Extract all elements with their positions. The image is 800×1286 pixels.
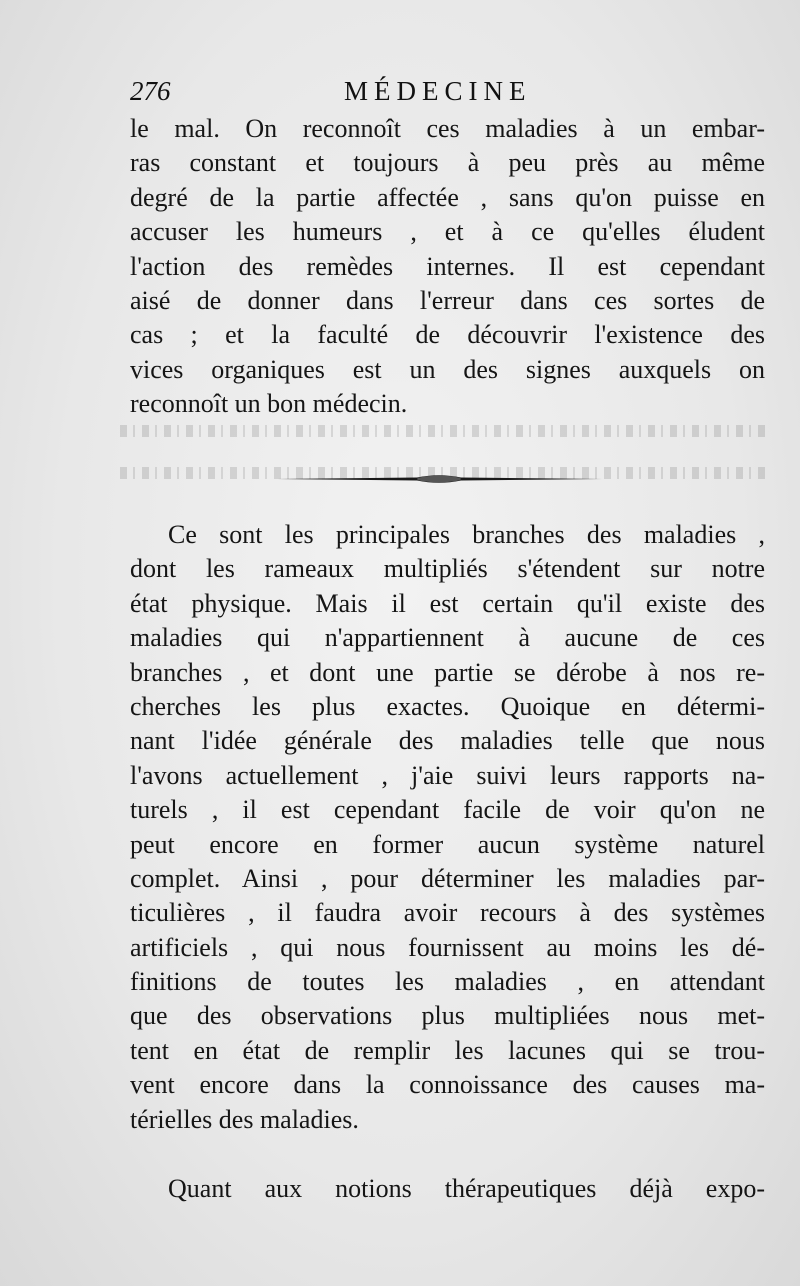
text-line: vices organiques est un des signes auxquels on (130, 354, 765, 384)
text-line: maladies qui n'appartiennent à aucune de ces (130, 623, 765, 653)
paragraph-2 (130, 518, 765, 1137)
text-line: ras constant et toujours à peu près au même (130, 148, 765, 178)
text-line: aisé de donner dans l'erreur dans ces sortes de (130, 285, 765, 315)
text-line: térielles des maladies. (130, 1104, 359, 1134)
text-line: degré de la partie affectée , sans qu'on puisse en (130, 182, 765, 212)
text-line: tent en état de remplir les lacunes qui se trou- (130, 1035, 765, 1065)
text-line: vent encore dans la connoissance des causes ma- (130, 1070, 765, 1100)
text-line: Quant aux notions thérapeutiques déjà expo- (168, 1174, 765, 1203)
text-line: dont les rameaux multipliés s'étendent sur notre (130, 554, 765, 584)
text-line: que des observations plus multipliées nous met- (130, 1001, 765, 1031)
text-line: accuser les humeurs , et à ce qu'elles éludent (130, 217, 765, 247)
text-line: branches , et dont une partie se dérobe à nos re- (130, 657, 765, 687)
text-line: ticulières , il faudra avoir recours à des systèmes (130, 898, 765, 928)
paragraph-3 (130, 1172, 765, 1206)
text-line: état physique. Mais il est certain qu'il existe des (130, 588, 765, 618)
text-line: nant l'idée générale des maladies telle que nous (130, 726, 765, 756)
page-header (130, 70, 760, 110)
section-divider-ornament (277, 472, 602, 486)
text-line: l'action des remèdes internes. Il est cependant (130, 251, 765, 281)
running-head: MÉDECINE (344, 76, 532, 106)
text-line: complet. Ainsi , pour déterminer les maladies par- (130, 863, 765, 893)
paragraph-1 (130, 112, 765, 422)
text-line: le mal. On reconnoît ces maladies à un embar- (130, 114, 765, 143)
text-line: cherches les plus exactes. Quoique en détermi- (130, 691, 765, 721)
text-line: reconnoît un bon médecin. (130, 389, 408, 419)
text-line: turels , il est cependant facile de voir qu'on ne (130, 795, 765, 825)
text-line: artificiels , qui nous fournissent au moins les dé- (130, 932, 765, 962)
text-line: peut encore en former aucun système naturel (130, 829, 765, 859)
show-through-text (120, 416, 770, 506)
text-line: finitions de toutes les maladies , en attendant (130, 967, 765, 997)
text-line: cas ; et la faculté de découvrir l'existence des (130, 320, 765, 350)
text-line: Ce sont les principales branches des maladies , (168, 520, 765, 549)
text-line: l'avons actuellement , j'aie suivi leurs rapports na- (130, 760, 765, 790)
page-number: 276 (130, 76, 171, 106)
